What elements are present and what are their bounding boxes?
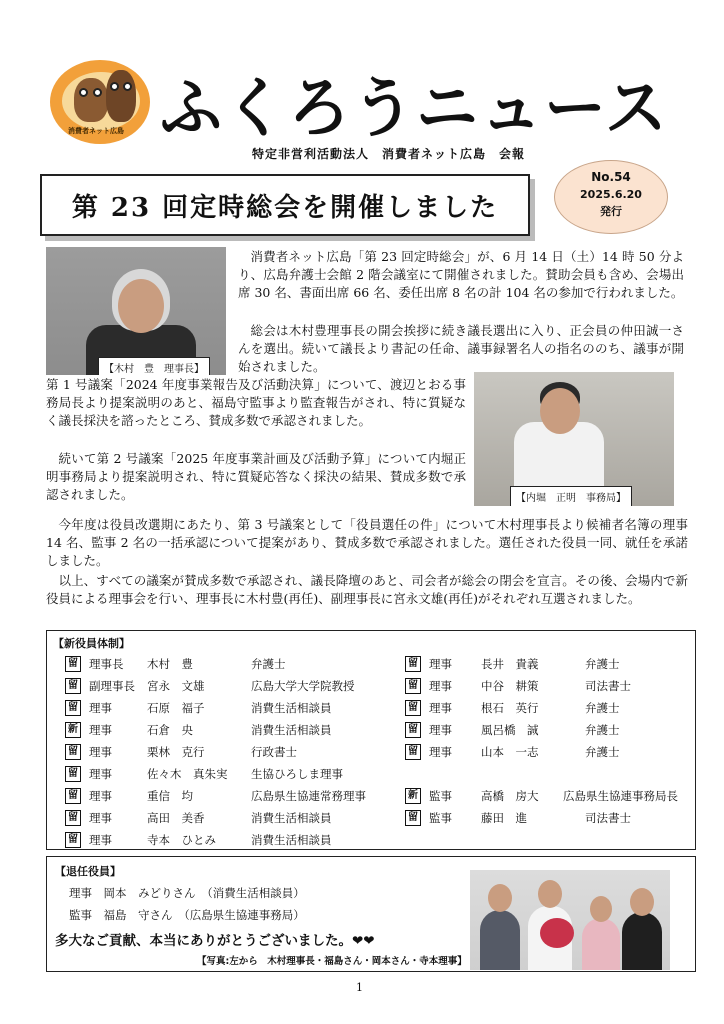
roster-row <box>405 809 631 827</box>
officer-role: 理事 <box>429 723 452 737</box>
officer-name: 中谷 耕策 <box>481 679 539 693</box>
status-badge: 留 <box>65 656 81 672</box>
officer-name: 高橋 房大 <box>481 789 539 803</box>
owl-icon <box>106 70 136 122</box>
roster-row <box>65 787 366 805</box>
officer-name: 佐々木 真朱実 <box>147 767 228 781</box>
status-badge: 留 <box>405 744 421 760</box>
officer-name: 風呂橋 誠 <box>481 723 539 737</box>
officer-role: 理事 <box>89 723 112 737</box>
status-badge: 留 <box>65 832 81 848</box>
officer-affiliation: 消費生活相談員 <box>251 723 332 737</box>
officer-affiliation: 弁護士 <box>585 723 620 737</box>
roster-row <box>65 677 355 695</box>
article-paragraph-1: 消費者ネット広島「第 23 回定時総会」が、6 月 14 日（土）14 時 50 分より、広島弁護士会館 2 階会議室にて開催されました。賛助会員も含め、会場出席 30 名、書面出席 66 名、委任出席 8 名の計 104 名の参加で行われました。 <box>238 249 684 301</box>
roster-row <box>405 655 620 673</box>
article-paragraph-2-bottom: 第 1 号議案「2024 年度事業報告及び活動決算」について、渡辺とおる事務局長より提案説明のあと、福島守監事より監査報告がされ、特に質疑なく議長採決を諮ったところ、賛成多数で承認されました。 <box>46 377 466 429</box>
officer-affiliation: 弁護士 <box>585 657 620 671</box>
roster-row <box>65 699 332 717</box>
officer-role: 理事 <box>429 701 452 715</box>
issue-label: 発行 <box>600 205 622 218</box>
officer-role: 理事 <box>89 833 112 847</box>
officer-affiliation: 司法書士 <box>585 811 631 825</box>
headline-box <box>40 174 530 236</box>
officer-name: 栗林 克行 <box>147 745 205 759</box>
status-badge: 留 <box>405 810 421 826</box>
roster-row <box>65 721 332 739</box>
chairman-photo <box>46 247 226 375</box>
publisher-line: 特定非営利活動法人 消費者ネット広島 会報 <box>252 147 526 161</box>
article-paragraph-5: 以上、すべての議案が賛成多数で承認され、議長降壇のあと、司会者が総会の閉会を宣言。その後、会場内で新役員による理事会を行い、理事長に木村豊(再任)、副理事長に宮永文雄(再任)がそれぞれ互選されました。 <box>46 573 688 607</box>
status-badge: 留 <box>65 678 81 694</box>
group-photo-caption: 【写真:左から 木村理事長・福島さん・岡本さん・寺本理事】 <box>197 956 467 967</box>
officer-role: 理事長 <box>89 657 124 671</box>
officer-affiliation: 司法書士 <box>585 679 631 693</box>
newsletter-title: ふくろうニュース <box>160 69 669 147</box>
officer-name: 山本 一志 <box>481 745 539 759</box>
status-badge: 留 <box>405 656 421 672</box>
roster-row <box>65 765 343 783</box>
thanks-message: 多大なご貢献、本当にありがとうございました。❤❤ <box>55 933 375 949</box>
officer-role: 理事 <box>89 745 112 759</box>
retired-officer-1: 理事 岡本 みどりさん （消費生活相談員） <box>69 886 305 900</box>
officer-affiliation: 弁護士 <box>585 701 620 715</box>
officer-role: 理事 <box>429 657 452 671</box>
chairman-caption: 【木村 豊 理事長】 <box>98 357 210 375</box>
secretariat-photo <box>474 372 674 506</box>
issue-date: 2025.6.20 <box>580 188 642 201</box>
officer-affiliation: 消費生活相談員 <box>251 833 332 847</box>
article-paragraph-2-top: 総会は木村豊理事長の開会挨拶に続き議長選出に入り、正会員の仲田誠一さんを選出。続いて議長より書記の任命、議事録署名人の指名ののち、議事が開始されました。 <box>238 323 684 375</box>
officer-role: 副理事長 <box>89 679 135 693</box>
logo-caption: 消費者ネット広島 <box>68 127 124 135</box>
officer-affiliation: 広島大学大学院教授 <box>251 679 355 693</box>
article-paragraph-3: 続いて第 2 号議案「2025 年度事業計画及び活動予算」について内堀正明事務局より提案説明され、特に質疑応答なく採決の結果、賛成多数で承認されました。 <box>46 451 466 503</box>
status-badge: 留 <box>405 678 421 694</box>
roster-row <box>65 809 332 827</box>
officer-role: 理事 <box>429 745 452 759</box>
roster-row <box>65 743 297 761</box>
status-badge: 留 <box>65 810 81 826</box>
status-badge: 留 <box>65 766 81 782</box>
owl-logo <box>50 60 150 144</box>
page-number: 1 <box>356 981 363 994</box>
officer-name: 高田 美香 <box>147 811 205 825</box>
officer-affiliation: 行政書士 <box>251 745 297 759</box>
officer-name: 長井 貴義 <box>481 657 539 671</box>
officer-affiliation: 消費生活相談員 <box>251 811 332 825</box>
status-badge: 留 <box>405 722 421 738</box>
officer-name: 木村 豊 <box>147 657 193 671</box>
officer-affiliation: 広島県生協連事務局長 <box>563 789 678 803</box>
article-paragraph-4: 今年度は役員改選期にあたり、第 3 号議案として「役員選任の件」について木村理事長より候補者名簿の理事 14 名、監事 2 名の一括承認について提案があり、賛成多数で承認されました。選任された役員一同、就任を承諾しました。 <box>46 517 688 569</box>
officer-affiliation: 弁護士 <box>251 657 286 671</box>
roster-row <box>65 655 286 673</box>
officer-role: 理事 <box>89 789 112 803</box>
status-badge: 留 <box>65 744 81 760</box>
officer-role: 理事 <box>89 811 112 825</box>
officer-name: 宮永 文雄 <box>147 679 205 693</box>
roster-row <box>405 743 620 761</box>
roster-row <box>405 699 620 717</box>
officer-affiliation: 生協ひろしま理事 <box>251 767 343 781</box>
officer-name: 重信 均 <box>147 789 193 803</box>
officer-name: 石原 福子 <box>147 701 205 715</box>
officer-role: 理事 <box>89 767 112 781</box>
status-badge: 新 <box>65 722 81 738</box>
status-badge: 留 <box>405 700 421 716</box>
issue-number: No.54 <box>591 170 631 184</box>
headline: 第 23 回定時総会を開催しました <box>71 192 499 223</box>
officer-name: 石倉 央 <box>147 723 193 737</box>
officer-name: 藤田 進 <box>481 811 527 825</box>
roster-row <box>405 677 631 695</box>
group-photo <box>470 870 670 970</box>
officer-role: 監事 <box>429 789 452 803</box>
officer-name: 寺本 ひとみ <box>147 833 216 847</box>
officer-affiliation: 消費生活相談員 <box>251 701 332 715</box>
officer-role: 理事 <box>429 679 452 693</box>
status-badge: 留 <box>65 788 81 804</box>
officer-role: 理事 <box>89 701 112 715</box>
status-badge: 留 <box>65 700 81 716</box>
officer-role: 監事 <box>429 811 452 825</box>
roster-row <box>405 721 620 739</box>
officer-affiliation: 弁護士 <box>585 745 620 759</box>
owl-icon <box>74 78 108 122</box>
officer-name: 根石 英行 <box>481 701 539 715</box>
issue-badge <box>554 160 668 234</box>
officer-affiliation: 広島県生協連常務理事 <box>251 789 366 803</box>
retired-officer-2: 監事 福島 守さん （広島県生協連事務局） <box>69 908 305 922</box>
status-badge: 新 <box>405 788 421 804</box>
roster-row <box>65 831 332 849</box>
officer-roster <box>46 630 696 850</box>
roster-title: 【新役員体制】 <box>53 637 130 650</box>
secretariat-caption: 【内堀 正明 事務局】 <box>510 486 632 506</box>
retired-title: 【退任役員】 <box>55 865 121 878</box>
roster-row <box>405 787 678 805</box>
